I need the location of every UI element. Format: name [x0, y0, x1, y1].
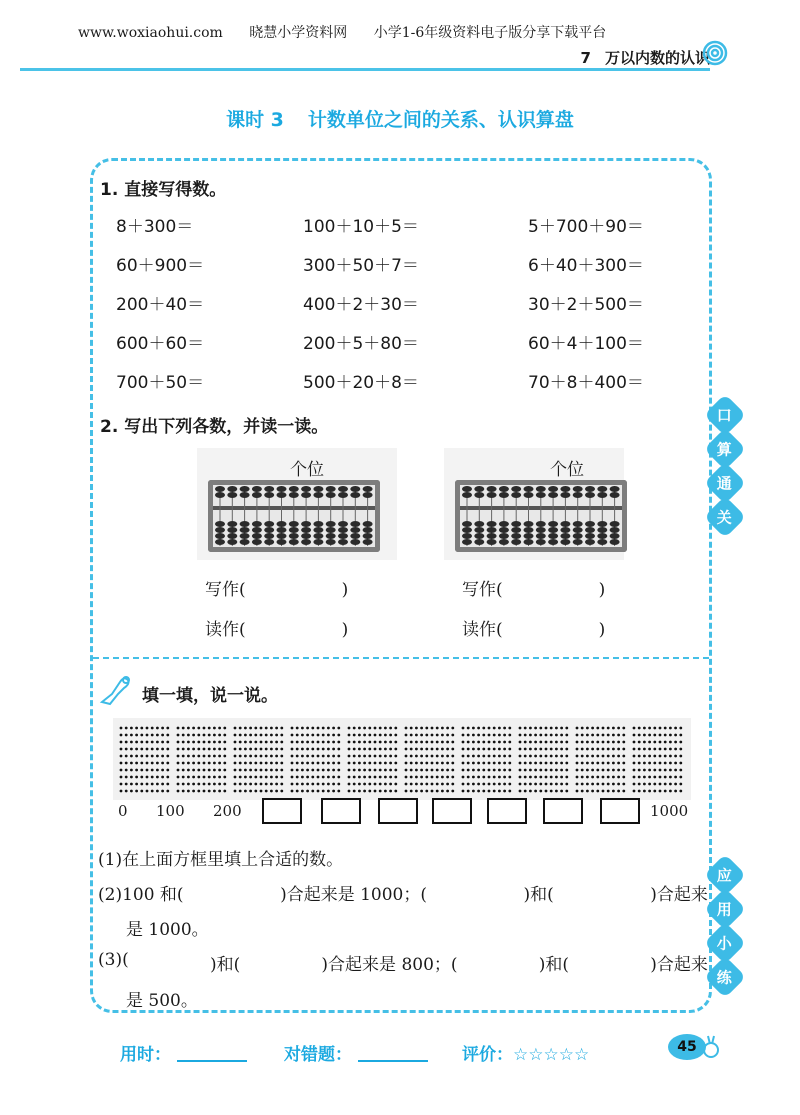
site-url[interactable]: www.woxiaohui.com: [78, 25, 223, 41]
abacus-2: [455, 480, 627, 552]
dot-grid: [113, 718, 691, 800]
q1-expression: 60＋900＝: [116, 256, 205, 276]
dot-block: [234, 727, 284, 793]
blank-3c[interactable]: [478, 950, 518, 975]
snail-icon: [702, 1032, 720, 1060]
read-field-1[interactable]: 读作( ): [205, 620, 349, 640]
side-tab: 口: [704, 394, 746, 436]
read-field-2[interactable]: 读作( ): [462, 620, 606, 640]
blank-3a[interactable]: [149, 950, 189, 975]
q1-expression: 700＋50＝: [116, 373, 205, 393]
answer-box[interactable]: [262, 798, 302, 824]
q3-part1: (1)在上面方框里填上合适的数。: [98, 850, 344, 870]
footer-rating: 评价：☆☆☆☆☆: [462, 1045, 590, 1065]
answer-box[interactable]: [321, 798, 361, 824]
lesson-title: [0, 105, 800, 132]
side-tab: 小: [704, 922, 746, 964]
dot-block: [291, 727, 341, 793]
q1-expression: 400＋2＋30＝: [303, 295, 419, 315]
q1-expression: 600＋60＝: [116, 334, 205, 354]
abacus-label-2: 个位: [550, 460, 584, 480]
dot-block: [633, 727, 683, 793]
errors-blank[interactable]: [358, 1060, 428, 1062]
side-tab: 关: [704, 496, 746, 538]
q1-expression: 200＋5＋80＝: [303, 334, 419, 354]
q1-expression: 70＋8＋400＝: [528, 373, 644, 393]
spiral-icon: [702, 40, 728, 66]
rating-stars[interactable]: ☆☆☆☆☆: [513, 1045, 590, 1065]
side-tab: 用: [704, 888, 746, 930]
page-number: 45: [668, 1034, 706, 1060]
abacus-1: [208, 480, 380, 552]
answer-box[interactable]: [487, 798, 527, 824]
answer-box[interactable]: [600, 798, 640, 824]
dot-block: [120, 727, 170, 793]
q1-expression: 30＋2＋500＝: [528, 295, 644, 315]
answer-box[interactable]: [432, 798, 472, 824]
dot-block: [177, 727, 227, 793]
side-tabs-practice: [706, 860, 744, 996]
side-tab: 应: [704, 854, 746, 896]
side-tab: 算: [704, 428, 746, 470]
q1-expression: 6＋40＋300＝: [528, 256, 644, 276]
q1-expression: 5＋700＋90＝: [528, 217, 644, 237]
blank-2b[interactable]: [455, 880, 495, 905]
q1-title: 1. 直接写得数。: [100, 180, 227, 200]
dot-block: [576, 727, 626, 793]
chapter-heading: [581, 47, 710, 68]
q1-expression: 8＋300＝: [116, 217, 194, 237]
time-blank[interactable]: [177, 1060, 247, 1062]
chapter-number: 7: [580, 49, 591, 67]
write-field-1[interactable]: 写作( ): [205, 580, 349, 600]
blank-2a[interactable]: [212, 880, 252, 905]
blank-3b[interactable]: [261, 950, 301, 975]
q1-expression: 100＋10＋5＝: [303, 217, 419, 237]
header-rule: [20, 68, 710, 71]
abacus-label-1: 个位: [290, 460, 324, 480]
dot-block: [405, 727, 455, 793]
q3-part2-cont: 是 1000。: [126, 920, 209, 940]
blank-2c[interactable]: [582, 880, 622, 905]
axis-label-1000: 1000: [650, 802, 689, 820]
footer-errors: 对错题：: [284, 1040, 428, 1065]
dot-block: [348, 727, 398, 793]
lesson-topic: 计数单位之间的关系、认识算盘: [307, 109, 574, 131]
side-tabs-oral: [706, 400, 744, 536]
footer-time: 用时：: [120, 1040, 247, 1065]
write-field-2[interactable]: 写作( ): [462, 580, 606, 600]
q3-part2: (2)100 和( )合起来是 1000；( )和( )合起来: [98, 880, 708, 905]
pointing-hand-icon: [98, 672, 134, 708]
dot-block: [462, 727, 512, 793]
q3-part3: (3)( )和( )合起来是 800；( )和( )合起来: [98, 950, 708, 975]
chapter-title: 万以内数的认识: [604, 49, 710, 67]
q1-expression: 60＋4＋100＝: [528, 334, 644, 354]
site-slogan: 小学1-6年级资料电子版分享下载平台: [373, 25, 607, 41]
q1-expression: 300＋50＋7＝: [303, 256, 419, 276]
side-tab: 练: [704, 956, 746, 998]
axis-label-200: 200: [213, 802, 242, 820]
q2-title: 2. 写出下列各数，并读一读。: [100, 417, 329, 437]
answer-box[interactable]: [543, 798, 583, 824]
q3-part3-cont: 是 500。: [126, 991, 198, 1011]
q1-expression: 500＋20＋8＝: [303, 373, 419, 393]
site-name: 晓慧小学资料网: [249, 25, 348, 41]
answer-box[interactable]: [378, 798, 418, 824]
section-divider: [93, 657, 709, 659]
q3-title: 填一填，说一说。: [142, 686, 278, 706]
axis-label-100: 100: [156, 802, 185, 820]
axis-label-0: 0: [118, 802, 128, 820]
dot-block: [519, 727, 569, 793]
site-header: [78, 22, 628, 42]
lesson-label: 课时 3: [226, 109, 284, 131]
side-tab: 通: [704, 462, 746, 504]
blank-3d[interactable]: [590, 950, 630, 975]
q1-expression: 200＋40＝: [116, 295, 205, 315]
